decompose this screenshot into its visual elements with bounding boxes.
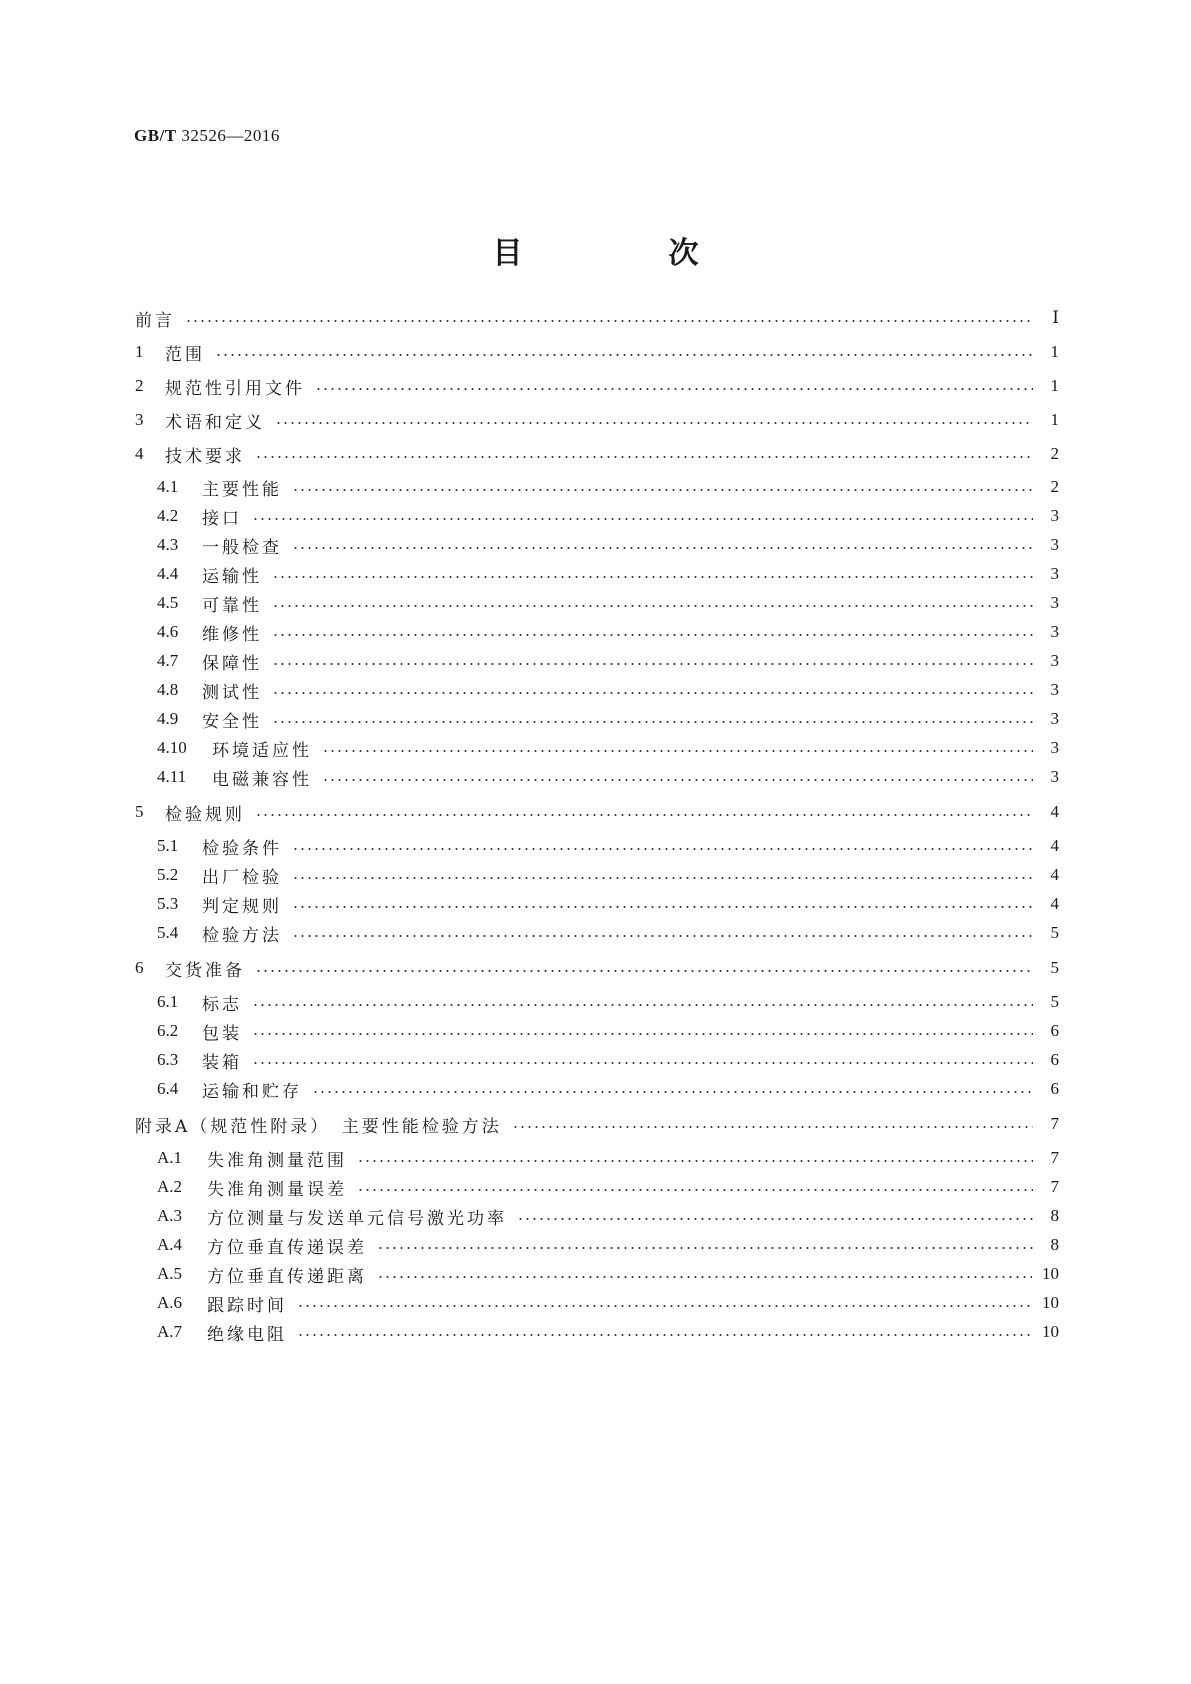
toc-entry-label: 规范性引用文件 — [165, 378, 305, 399]
toc-entry-number: A.7 — [157, 1322, 183, 1341]
toc-entry-number: 4.11 — [157, 767, 187, 786]
toc-leader-dots — [255, 970, 1033, 972]
toc-entry-number: 6.2 — [157, 1021, 179, 1040]
toc-entry-page: 4 — [1050, 894, 1059, 913]
toc-entry-label: 判定规则 — [202, 896, 282, 917]
toc-leader-dots — [512, 1126, 1033, 1128]
toc-subentry[interactable] — [157, 890, 1059, 918]
toc-entry-page: 3 — [1050, 767, 1059, 786]
toc-entry-page: 7 — [1050, 1177, 1059, 1196]
toc-entry-number: 5 — [135, 802, 144, 821]
toc-leader-dots — [215, 354, 1033, 356]
toc-entry-number: 6.1 — [157, 992, 179, 1011]
toc-leader-dots — [272, 634, 1033, 636]
toc-entry-page: 5 — [1050, 958, 1059, 977]
toc-subentry[interactable] — [157, 589, 1059, 617]
toc-entry-label: 技术要求 — [165, 446, 245, 467]
toc-entry[interactable] — [135, 372, 1059, 400]
toc-entry-label: 一般检查 — [202, 537, 282, 558]
toc-leader-dots — [297, 1305, 1032, 1307]
toc-leader-dots — [255, 814, 1033, 816]
toc-entry-number: 4.7 — [157, 651, 179, 670]
toc-entry-page: 1 — [1050, 410, 1059, 429]
toc-entry-page: 10 — [1042, 1264, 1059, 1283]
toc-entry-number: A.1 — [157, 1148, 183, 1167]
toc-entry-page: 3 — [1050, 738, 1059, 757]
toc-subentry[interactable] — [157, 531, 1059, 559]
toc-entry-label: 环境适应性 — [212, 740, 312, 761]
toc-entry-label: 维修性 — [202, 624, 262, 645]
toc-entry[interactable] — [135, 954, 1059, 982]
toc-entry-label: 测试性 — [202, 682, 262, 703]
toc-subentry[interactable] — [157, 676, 1059, 704]
toc-entry-label: 标志 — [202, 994, 242, 1015]
toc-subentry[interactable] — [157, 618, 1059, 646]
toc-leader-dots — [272, 576, 1033, 578]
toc-subentry[interactable] — [157, 988, 1059, 1016]
toc-leader-dots — [272, 692, 1033, 694]
toc-leader-dots — [312, 1091, 1033, 1093]
toc-entry-number: A.2 — [157, 1177, 183, 1196]
toc-entry-page: 4 — [1050, 802, 1059, 821]
toc-subentry[interactable] — [157, 1289, 1059, 1317]
toc-leader-dots — [252, 1033, 1033, 1035]
toc-entry-number: 5.3 — [157, 894, 179, 913]
toc-entry-page: 8 — [1050, 1235, 1059, 1254]
toc-entry-number: 6.4 — [157, 1079, 179, 1098]
toc-subentry[interactable] — [157, 763, 1059, 791]
toc-entry-number: 3 — [135, 410, 144, 429]
toc-entry-annex-a[interactable] — [135, 1110, 1059, 1138]
toc-entry-page: 10 — [1042, 1322, 1059, 1341]
toc-leader-dots — [322, 779, 1033, 781]
toc-subentry[interactable] — [157, 1017, 1059, 1045]
toc-subentry[interactable] — [157, 1318, 1059, 1346]
toc-entry-page: 3 — [1050, 622, 1059, 641]
toc-entry-page: 6 — [1050, 1021, 1059, 1040]
toc-entry-page: 3 — [1050, 709, 1059, 728]
toc-subentry[interactable] — [157, 1173, 1059, 1201]
toc-leader-dots — [252, 1004, 1033, 1006]
toc-entry-label: 运输和贮存 — [202, 1081, 302, 1102]
toc-entry-label: 范围 — [165, 344, 205, 365]
toc-entry-number: 2 — [135, 376, 144, 395]
toc-subentry[interactable] — [157, 502, 1059, 530]
toc-entry-page: 1 — [1050, 376, 1059, 395]
toc-entry-number: 6.3 — [157, 1050, 179, 1069]
toc-entry-number: 4.5 — [157, 593, 179, 612]
toc-entry-page: 3 — [1050, 564, 1059, 583]
toc-leader-dots — [292, 906, 1033, 908]
toc-entry-page: 3 — [1050, 506, 1059, 525]
toc-entry-number: A.4 — [157, 1235, 183, 1254]
toc-entry-number: 4.4 — [157, 564, 179, 583]
toc-leader-dots — [252, 518, 1033, 520]
toc-entry-page: 2 — [1050, 444, 1059, 463]
toc-leader-dots — [252, 1062, 1033, 1064]
toc-entry-page: 3 — [1050, 651, 1059, 670]
toc-leader-dots — [377, 1276, 1032, 1278]
toc-subentry[interactable] — [157, 832, 1059, 860]
toc-subentry[interactable] — [157, 734, 1059, 762]
toc-entry-label: 检验方法 — [202, 925, 282, 946]
toc-entry-page: 3 — [1050, 680, 1059, 699]
toc-entry[interactable] — [135, 798, 1059, 826]
toc-subentry[interactable] — [157, 473, 1059, 501]
toc-entry-page: 3 — [1050, 593, 1059, 612]
toc-entry-label: 前言 — [135, 310, 175, 331]
toc-leader-dots — [377, 1247, 1033, 1249]
toc-leader-dots — [297, 1334, 1032, 1336]
toc-subentry[interactable] — [157, 1202, 1059, 1230]
toc-leader-dots — [292, 489, 1033, 491]
toc-entry-label: 保障性 — [202, 653, 262, 674]
toc-leader-dots — [357, 1189, 1033, 1191]
toc-subentry[interactable] — [157, 1046, 1059, 1074]
toc-leader-dots — [292, 935, 1033, 937]
toc-leader-dots — [292, 877, 1033, 879]
toc-entry-number: 4.9 — [157, 709, 179, 728]
toc-subentry[interactable] — [157, 861, 1059, 889]
toc-entry-number: 4 — [135, 444, 144, 463]
toc-entry-number: 4.3 — [157, 535, 179, 554]
toc-entry-label: 失准角测量范围 — [207, 1150, 347, 1171]
toc-entry-label: 运输性 — [202, 566, 262, 587]
toc-entry-label: 主要性能 — [202, 479, 282, 500]
toc-entry-label: 失准角测量误差 — [207, 1179, 347, 1200]
toc-entry-page: 1 — [1050, 342, 1059, 361]
doc-prefix: GB/T — [134, 126, 177, 145]
toc-entry-number: A.3 — [157, 1206, 183, 1225]
toc-subentry[interactable] — [157, 1231, 1059, 1259]
toc-entry-page: 2 — [1050, 477, 1059, 496]
toc-subentry[interactable] — [157, 919, 1059, 947]
toc-entry-number: 4.2 — [157, 506, 179, 525]
toc-entry-label: 检验条件 — [202, 838, 282, 859]
toc-leader-dots — [275, 422, 1033, 424]
toc-entry-page: 10 — [1042, 1293, 1059, 1312]
doc-number: 32526—2016 — [181, 126, 280, 145]
toc-entry[interactable] — [135, 406, 1059, 434]
toc-entry-page: 4 — [1050, 836, 1059, 855]
toc-entry-number: 4.8 — [157, 680, 179, 699]
toc-entry-label: 方位垂直传递误差 — [207, 1237, 367, 1258]
toc-leader-dots — [322, 750, 1033, 752]
toc-entry-label: 检验规则 — [165, 804, 245, 825]
toc-leader-dots — [272, 663, 1033, 665]
toc-entry-number: 6 — [135, 958, 144, 977]
toc-leader-dots — [315, 388, 1033, 390]
toc-leader-dots — [517, 1218, 1033, 1220]
toc-subentry[interactable] — [157, 647, 1059, 675]
toc-entry-label: 接口 — [202, 508, 242, 529]
toc-entry-page: Ⅰ — [1052, 308, 1059, 327]
toc-entry-label: 出厂检验 — [202, 867, 282, 888]
toc-entry-number: A.6 — [157, 1293, 183, 1312]
toc-entry-number: 5.1 — [157, 836, 179, 855]
toc-entry-label: 附录A（规范性附录） 主要性能检验方法 — [135, 1116, 502, 1137]
toc-leader-dots — [357, 1160, 1033, 1162]
toc-title: 目 次 — [492, 236, 757, 271]
toc-entry-page: 6 — [1050, 1050, 1059, 1069]
toc-leader-dots — [272, 605, 1033, 607]
toc-entry[interactable] — [135, 440, 1059, 468]
toc-entry-label: 安全性 — [202, 711, 262, 732]
toc-entry-page: 8 — [1050, 1206, 1059, 1225]
toc-entry-page: 4 — [1050, 865, 1059, 884]
table-of-contents — [135, 0, 1059, 1684]
toc-entry-page: 6 — [1050, 1079, 1059, 1098]
toc-entry-number: 1 — [135, 342, 144, 361]
toc-leader-dots — [255, 456, 1033, 458]
toc-entry-number: A.5 — [157, 1264, 183, 1283]
toc-leader-dots — [292, 547, 1033, 549]
toc-subentry[interactable] — [157, 1144, 1059, 1172]
toc-leader-dots — [272, 721, 1033, 723]
toc-entry-number: 5.4 — [157, 923, 179, 942]
toc-entry-page: 5 — [1050, 923, 1059, 942]
toc-entry-label: 可靠性 — [202, 595, 262, 616]
toc-entry-number: 5.2 — [157, 865, 179, 884]
toc-leader-dots — [185, 320, 1033, 322]
toc-entry-number: 4.10 — [157, 738, 187, 757]
toc-entry-label: 方位垂直传递距离 — [207, 1266, 367, 1287]
toc-entry-page: 3 — [1050, 535, 1059, 554]
toc-subentry[interactable] — [157, 560, 1059, 588]
toc-entry[interactable] — [135, 338, 1059, 366]
toc-entry-page: 7 — [1050, 1148, 1059, 1167]
toc-subentry[interactable] — [157, 1075, 1059, 1103]
toc-entry-number: 4.1 — [157, 477, 179, 496]
toc-entry-label: 电磁兼容性 — [212, 769, 312, 790]
toc-entry-label: 装箱 — [202, 1052, 242, 1073]
toc-entry-label: 绝缘电阻 — [207, 1324, 287, 1345]
toc-entry-label: 包装 — [202, 1023, 242, 1044]
toc-entry-label: 术语和定义 — [165, 412, 265, 433]
toc-entry-page: 5 — [1050, 992, 1059, 1011]
toc-entry-label: 跟踪时间 — [207, 1295, 287, 1316]
toc-entry-label: 方位测量与发送单元信号激光功率 — [207, 1208, 507, 1229]
toc-entry-foreword[interactable] — [135, 304, 1059, 332]
toc-entry-page: 7 — [1050, 1114, 1059, 1133]
toc-subentry[interactable] — [157, 1260, 1059, 1288]
toc-entry-label: 交货准备 — [165, 960, 245, 981]
toc-subentry[interactable] — [157, 705, 1059, 733]
toc-leader-dots — [292, 848, 1033, 850]
toc-entry-number: 4.6 — [157, 622, 179, 641]
